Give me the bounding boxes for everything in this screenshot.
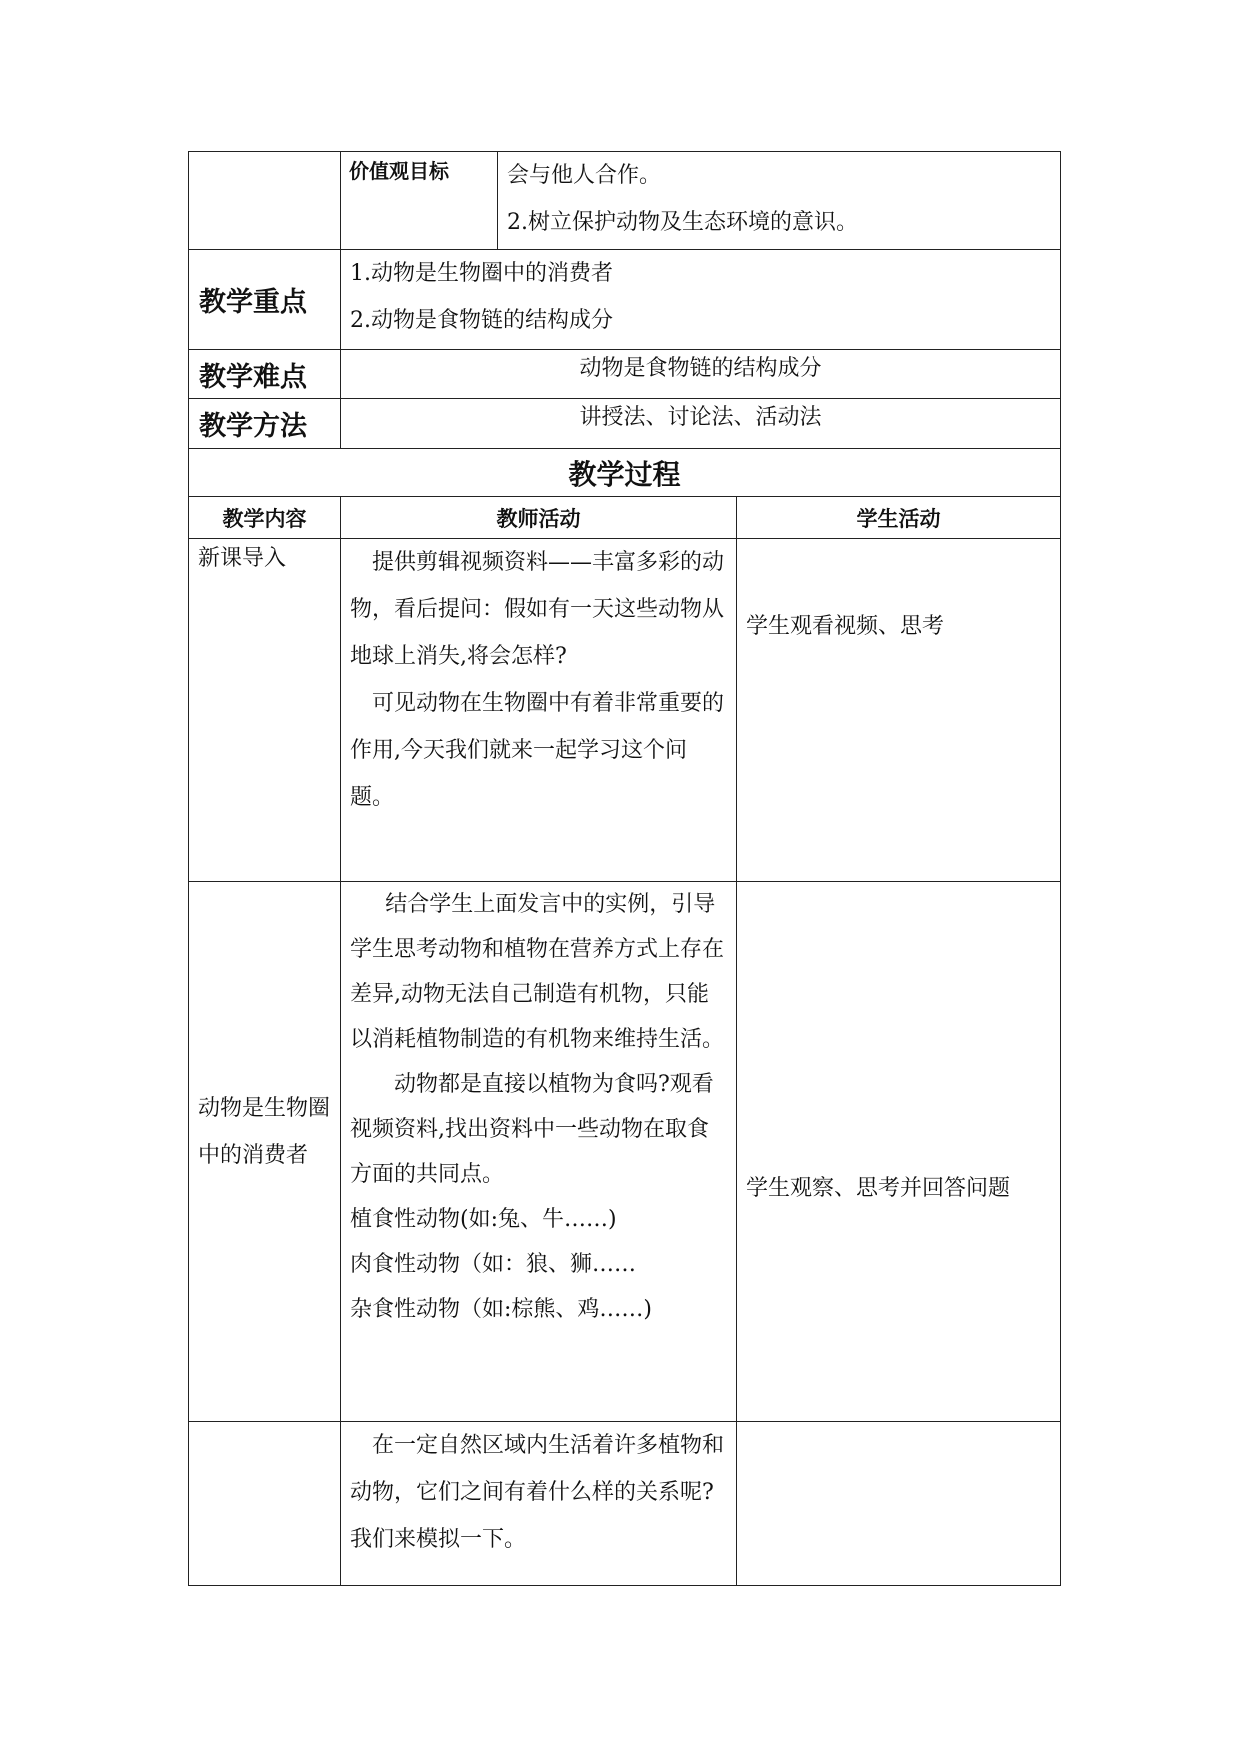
col-header-content: 教学内容	[189, 497, 341, 539]
methods-row	[189, 399, 1061, 449]
col-header-student: 学生活动	[737, 497, 1061, 539]
difficult-points-text: 动物是食物链的结构成分	[341, 350, 1061, 399]
lesson-plan-table	[188, 151, 1061, 1586]
row-teacher-cell	[341, 882, 737, 1422]
teacher-paragraph: 植食性动物(如:兔、牛……)	[350, 1207, 617, 1232]
values-objective-label: 价值观目标	[341, 152, 498, 250]
row-teacher-cell	[341, 1422, 737, 1586]
teacher-paragraph: 肉食性动物（如：狼、狮……	[350, 1252, 637, 1277]
values-line-1: 会与他人合作。	[507, 163, 662, 188]
methods-label: 教学方法	[189, 399, 341, 449]
process-title-row	[189, 449, 1061, 497]
table-row	[189, 539, 1061, 882]
methods-text: 讲授法、讨论法、活动法	[341, 399, 1061, 449]
teacher-paragraph: 结合学生上面发言中的实例，引导学生思考动物和植物在营养方式上存在差异,动物无法自己制造有机物，只能以消耗植物制造的有机物来维持生活。	[350, 892, 725, 1052]
lesson-plan-document	[188, 151, 1060, 1586]
values-objective-row	[189, 152, 1061, 250]
row-content-cell	[189, 1422, 341, 1586]
values-line-2: 2.树立保护动物及生态环境的意识。	[507, 210, 858, 235]
values-objective-text	[498, 152, 1061, 250]
teacher-paragraph: 动物都是直接以植物为食吗?观看视频资料,找出资料中一些动物在取食方面的共同点。	[350, 1072, 714, 1187]
row-teacher-cell	[341, 539, 737, 882]
process-title: 教学过程	[189, 449, 1061, 497]
row-content-cell: 新课导入	[189, 539, 341, 882]
key-points-text	[341, 250, 1061, 350]
teacher-paragraph: 杂食性动物（如:棕熊、鸡……)	[350, 1297, 652, 1322]
key-points-row	[189, 250, 1061, 350]
teacher-paragraph: 在一定自然区域内生活着许多植物和动物，它们之间有着什么样的关系呢?我们来模拟一下。	[350, 1433, 725, 1552]
row-student-cell: 学生观察、思考并回答问题	[737, 882, 1061, 1422]
row-student-cell: 学生观看视频、思考	[737, 539, 1061, 882]
row-content-cell: 动物是生物圈中的消费者	[189, 882, 341, 1422]
teacher-paragraph: 可见动物在生物圈中有着非常重要的作用,今天我们就来一起学习这个问题。	[350, 691, 725, 810]
key-points-label: 教学重点	[189, 250, 341, 350]
column-header-row	[189, 497, 1061, 539]
difficult-points-row	[189, 350, 1061, 399]
key-point-2: 2.动物是食物链的结构成分	[350, 308, 613, 333]
teacher-paragraph: 提供剪辑视频资料——丰富多彩的动物，看后提问：假如有一天这些动物从地球上消失,将会怎样?	[350, 550, 725, 669]
empty-cell	[189, 152, 341, 250]
col-header-teacher: 教师活动	[341, 497, 737, 539]
difficult-points-label: 教学难点	[189, 350, 341, 399]
key-point-1: 1.动物是生物圈中的消费者	[350, 261, 613, 286]
table-row	[189, 1422, 1061, 1586]
row-student-cell	[737, 1422, 1061, 1586]
table-row	[189, 882, 1061, 1422]
